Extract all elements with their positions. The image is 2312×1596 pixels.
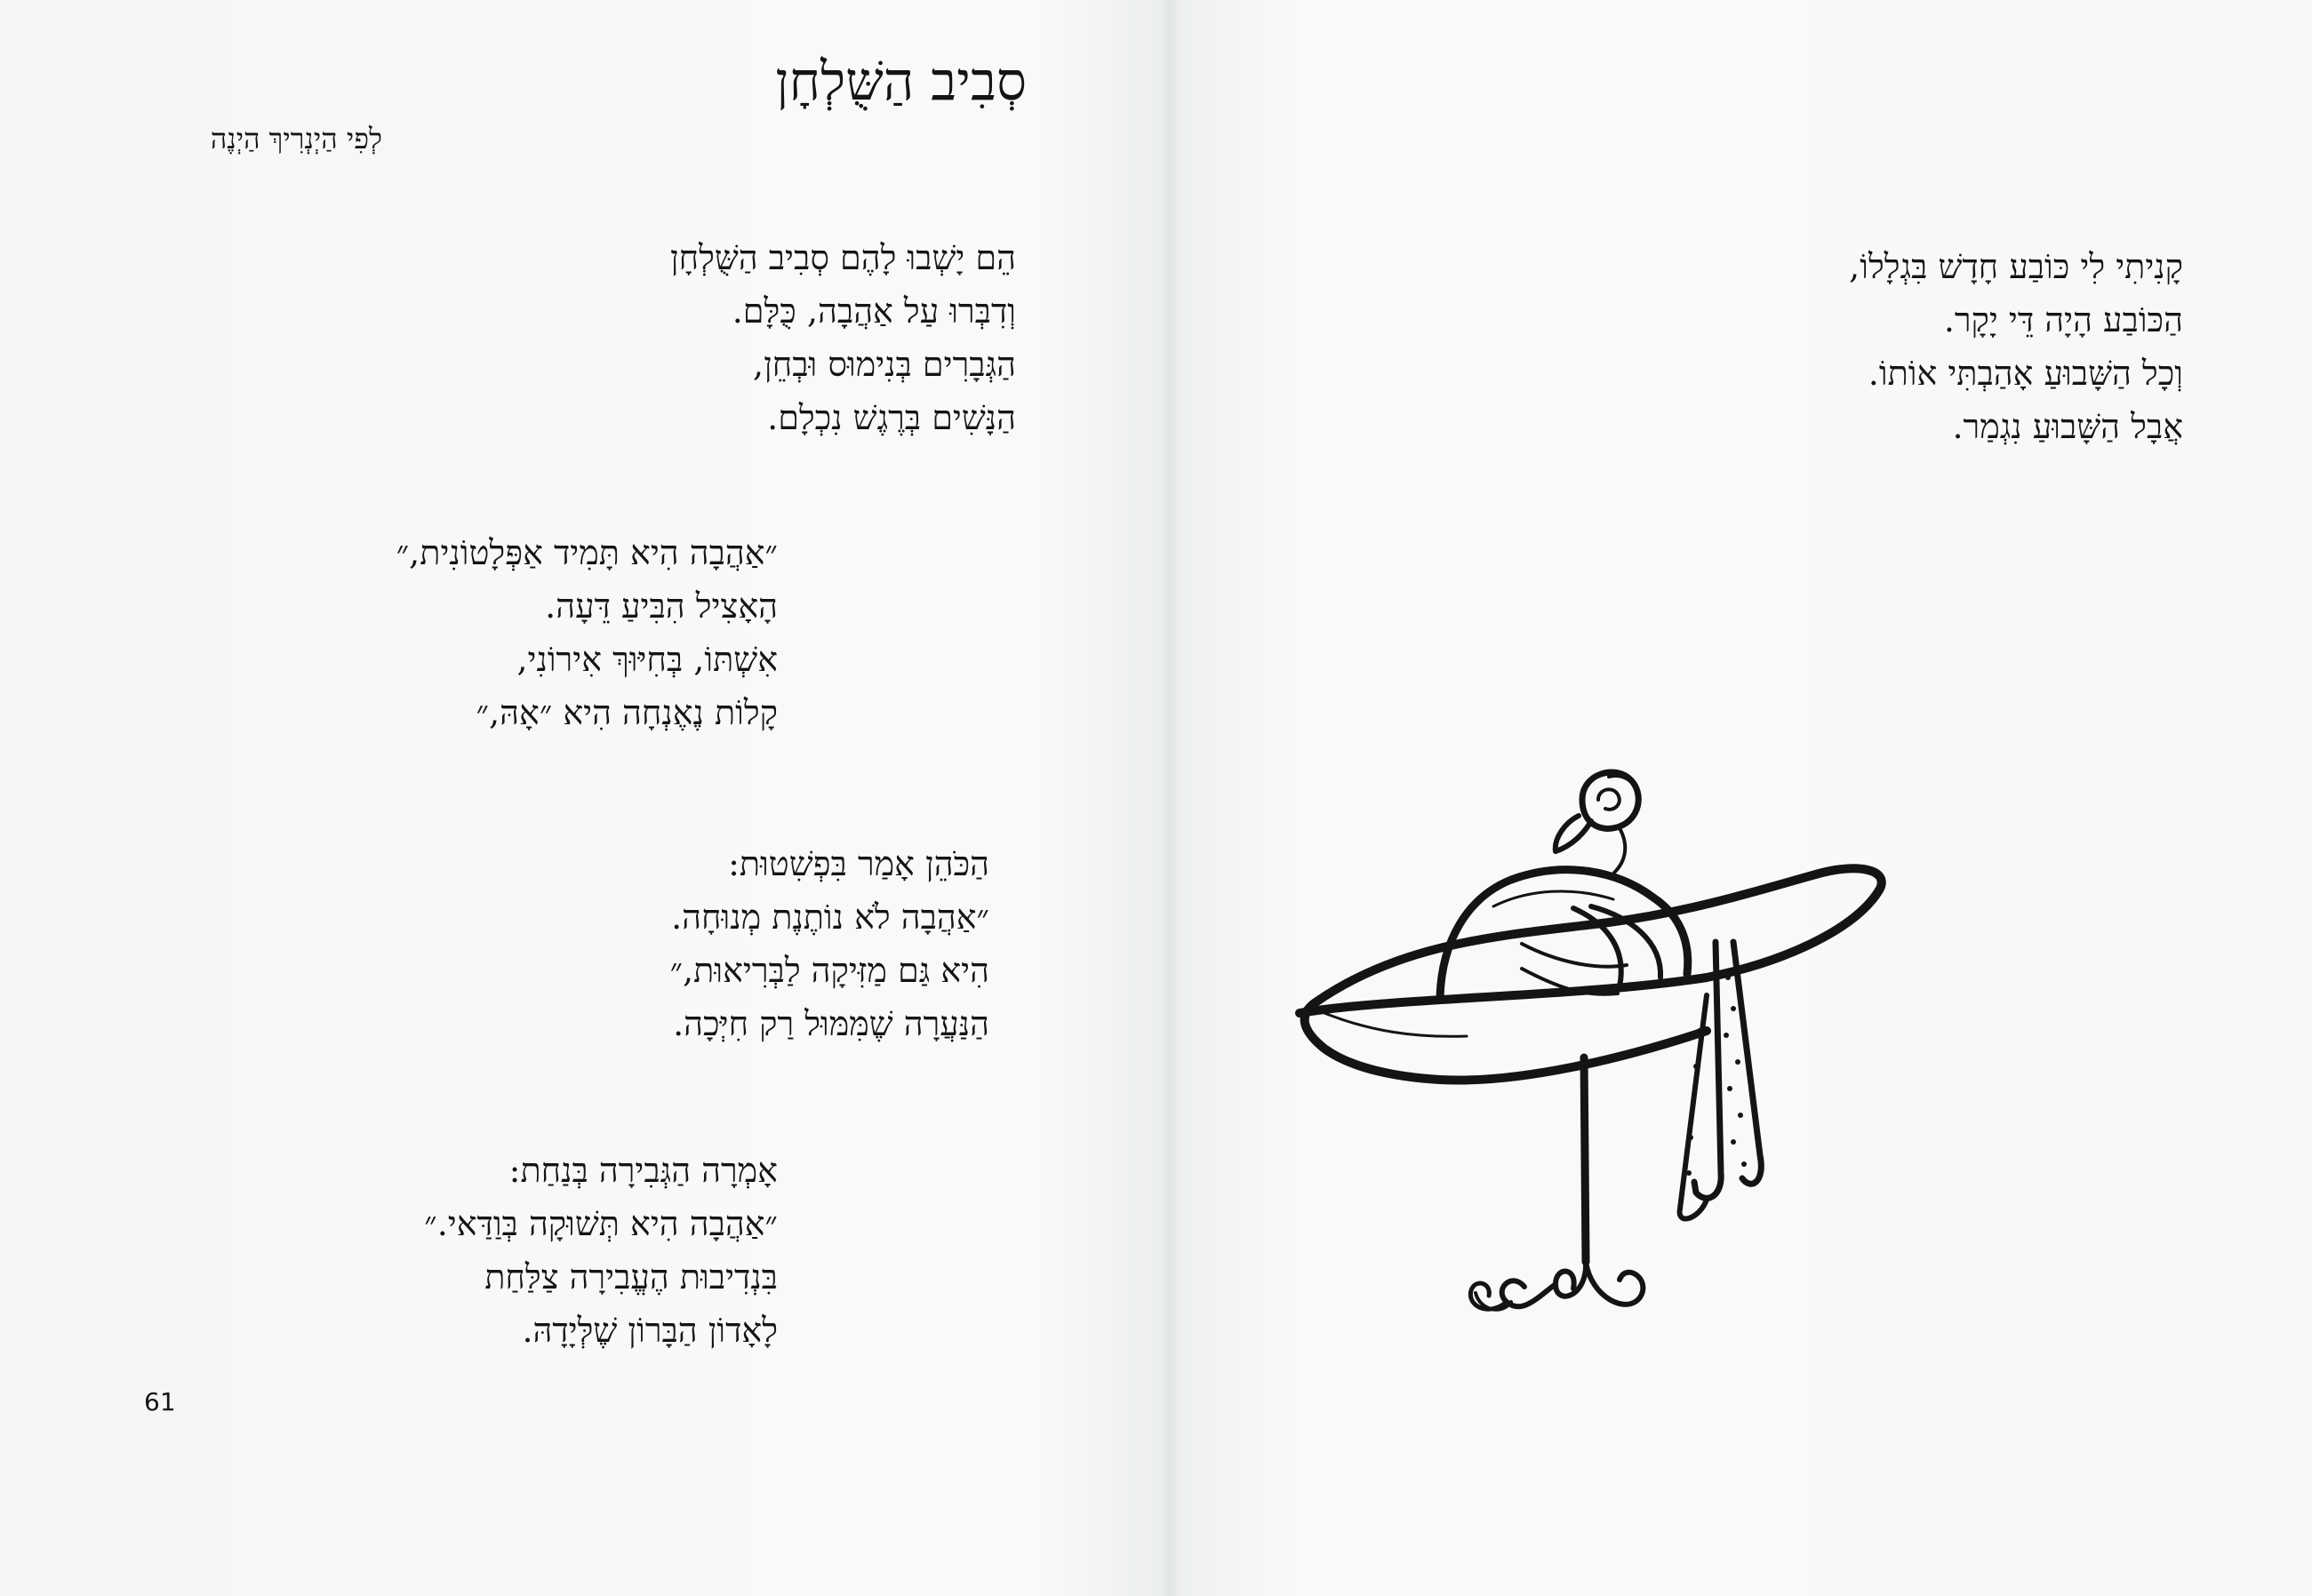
stanza-line: לָאָדוֹן הַבָּרוֹן שֶׁלְּיָדָהּ. [522,1311,778,1350]
stanza-line: הִיא גַּם מַזִּיקָה לַבְּרִיאוּת,״ [669,951,989,990]
stanza-line: הַנַּעֲרָה שֶׁמִּמּוּל רַק חִיְּכָה. [673,1004,989,1043]
stanza-line: הַכּוֹבַע הָיָה דֵּי יָקָר. [1943,300,2183,339]
poem-title: סְבִיב הַשֻּׁלְחָן [775,51,1027,113]
stanza-3 [670,837,989,1050]
stanza-line: אֲבָל הַשָּׁבוּעַ נִגְמַר. [1952,407,2183,446]
stanza-line: הַגְּבָרִים בְּנִימוּס וּבְחֵן, [752,345,1016,384]
left-page [0,0,1147,1596]
hat-illustration [1289,764,1893,1351]
stanza-1 [670,231,1016,444]
stanza-line: הַנָּשִׁים בְּרֶגֶשׁ נִכְלָם. [767,398,1016,437]
poem-author: לְפִי הַיְנְרִיךְ הַיְנֶה [210,122,382,156]
stanza-line: ״אַהֲבָה לֹא נוֹתֶנֶת מְנוּחָה. [671,898,989,937]
hat-crown [1440,870,1688,997]
stanza-line: אָמְרָה הַגְּבִירָה בְּנַחַת: [508,1151,778,1190]
stanza-line: וְכָל הַשָּׁבוּעַ אָהַבְתִּי אוֹתוֹ. [1868,354,2183,393]
stanza-4 [424,1144,778,1357]
stanza-line: בִּנְדִיבוּת הֶעֱבִירָה צַלַּחַת [484,1257,778,1297]
stanza-line: אִשְׁתּוֹ, בְּחִיּוּךְ אִירוֹנִי, [516,640,778,679]
stanza-line: וְדִבְּרוּ עַל אַהֲבָה, כֻּלָּם. [732,291,1016,331]
page-number: 61 [144,1387,176,1416]
stanza-line: הֵם יָשְׁבוּ לָהֶם סְבִיב הַשֻּׁלְחָן [669,238,1016,277]
stanza-line: קָלוֹת נֶאֶנְחָה הִיא ״אָהּ,״ [476,693,778,732]
stanza-right [1849,240,2183,453]
rose-icon [1556,772,1638,873]
hat-brim [1300,868,1882,1080]
stanza-line: הַכֹּהֵן אָמַר בִּפְשִׁטוּת: [728,844,989,883]
stanza-line: ״אַהֲבָה הִיא תָּמִיד אַפְּלָטוֹנִית,״ [396,533,778,572]
hat-stand-icon [1470,1057,1643,1310]
stanza-line: קָנִיתִי לִי כּוֹבַע חָדָשׁ בִּגְלָלוֹ, [1849,247,2183,286]
stanza-2 [396,526,778,739]
stanza-line: הָאָצִיל הִבִּיעַ דֵּעָה. [545,587,778,626]
stanza-line: ״אַהֲבָה הִיא תְּשׁוּקָה בְּוַדַּאי.״ [424,1204,778,1243]
